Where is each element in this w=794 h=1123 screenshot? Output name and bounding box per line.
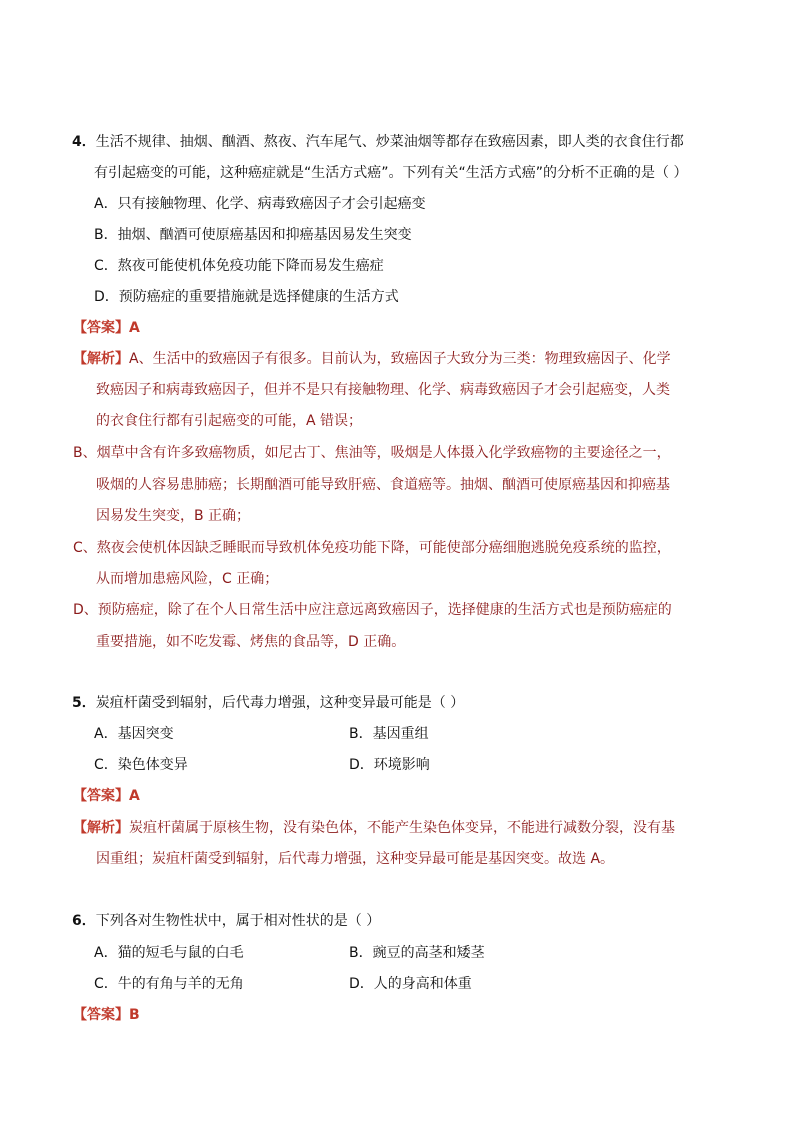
question-6-stem: 6．下列各对生物性状中，属于相对性状的是（ ） [72,913,381,929]
question-4-analysis-line-10: 重要措施，如不吃发霉、烤焦的食品等，D 正确。 [96,634,406,650]
question-5-number: 5． [72,695,96,711]
question-4-answer: 【答案】A [73,320,140,336]
question-6-number: 6． [72,913,96,929]
question-4-option-a: A．只有接触物理、化学、病毒致癌因子才会引起癌变 [94,196,426,212]
question-5-stem: 5．炭疽杆菌受到辐射，后代毒力增强，这种变异最可能是（ ） [72,695,465,711]
question-4-analysis-line-4: B、烟草中含有许多致癌物质，如尼古丁、焦油等，吸烟是人体摄入化学致癌物的主要途径之一， [73,445,671,461]
question-6-option-a: A．猫的短毛与鼠的白毛 [94,945,244,961]
question-4-option-c: C．熬夜可能使机体免疫功能下降而易发生癌症 [94,258,384,274]
question-4-analysis-line-2: 致癌因子和病毒致癌因子，但并不是只有接触物理、化学、病毒致癌因子才会引起癌变，人类 [96,382,670,398]
question-5-analysis-line-2: 因重组；炭疽杆菌受到辐射，后代毒力增强，这种变异最可能是基因突变。故选 A。 [96,851,615,867]
question-4-analysis-line-6: 因易发生突变，B 正确； [96,508,251,524]
question-4-analysis-line-7: C、熬夜会使机体因缺乏睡眠而导致机体免疫功能下降，可能使部分癌细胞逃脱免疫系统的监控， [73,540,671,556]
question-4-analysis-line-3: 的衣食住行都有引起癌变的可能，A 错误； [96,413,363,429]
question-5-option-b: B．基因重组 [349,726,429,742]
question-5-analysis-line-1: 【解析】炭疽杆菌属于原核生物，没有染色体，不能产生染色体变异，不能进行减数分裂，没有基 [73,820,675,836]
question-5-option-d: D．环境影响 [349,757,430,773]
question-4-analysis-line-8: 从而增加患癌风险，C 正确； [96,571,279,587]
question-6-option-c: C．牛的有角与羊的无角 [94,976,244,992]
question-4-stem-line-2: 有引起癌变的可能，这种癌症就是“生活方式癌”。下列有关“生活方式癌”的分析不正确的是（ ） [94,165,688,181]
question-6-option-b: B．豌豆的高茎和矮茎 [349,945,485,961]
question-6-answer: 【答案】B [73,1007,140,1023]
question-6-option-d: D．人的身高和体重 [349,976,472,992]
question-5-option-c: C．染色体变异 [94,757,188,773]
question-4-analysis-line-5: 吸烟的人容易患肺癌；长期酗酒可能导致肝癌、食道癌等。抽烟、酗酒可使原癌基因和抑癌基 [96,477,670,493]
question-5-option-a: A．基因突变 [94,726,174,742]
question-4-number: 4． [72,134,96,150]
question-4-option-b: B．抽烟、酗酒可使原癌基因和抑癌基因易发生突变 [94,227,412,243]
question-5-answer: 【答案】A [73,788,140,804]
question-4-stem-line-1: 4．生活不规律、抽烟、酗酒、熬夜、汽车尾气、炒菜油烟等都存在致癌因素，即人类的衣食住行都 [72,134,684,150]
question-4-option-d: D．预防癌症的重要措施就是选择健康的生活方式 [94,289,399,305]
question-4-analysis-line-1: 【解析】A、生活中的致癌因子有很多。目前认为，致癌因子大致分为三类：物理致癌因子、化学 [73,351,671,367]
question-4-analysis-line-9: D、预防癌症，除了在个人日常生活中应注意远离致癌因子，选择健康的生活方式也是预防癌症的 [73,602,672,618]
